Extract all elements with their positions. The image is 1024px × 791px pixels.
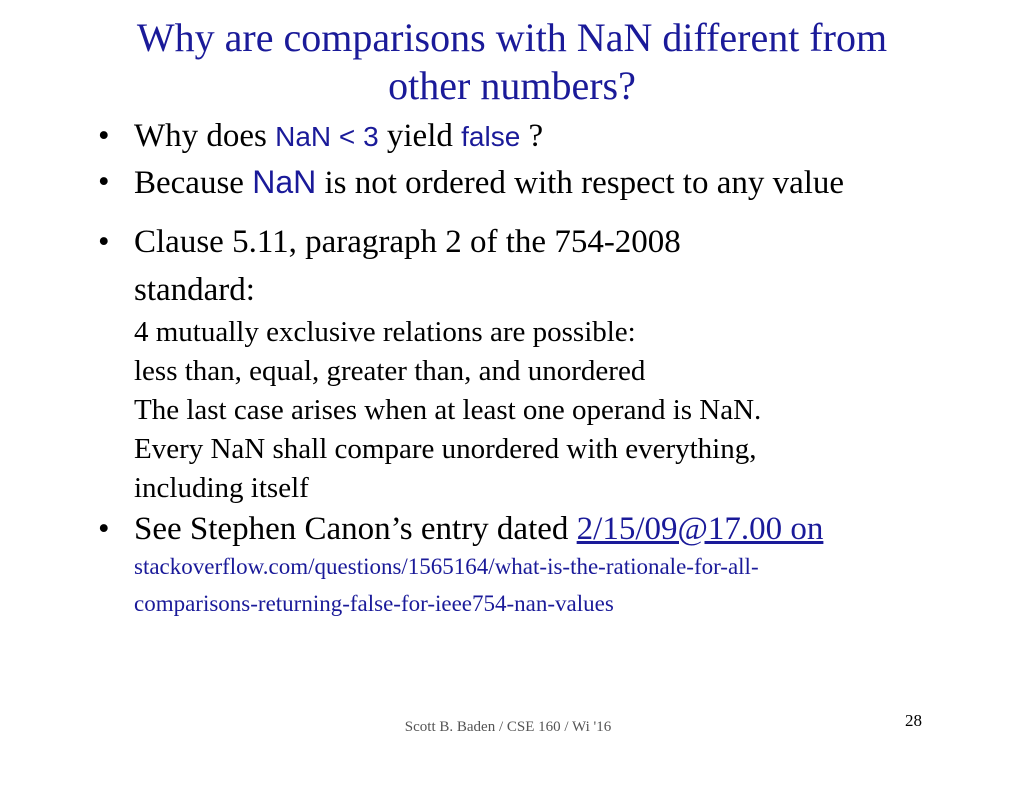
bullet-marker: • [98, 118, 110, 154]
code-nan: NaN [252, 164, 317, 200]
code-false: false [461, 121, 521, 152]
quote-line: 4 mutually exclusive relations are possible: [134, 316, 636, 348]
bullet-clause-5-11 [98, 218, 978, 314]
bullet-marker: • [98, 511, 110, 547]
bullet2-pre: Because [134, 165, 253, 201]
bullet2-post: is not ordered with respect to any value [316, 165, 845, 201]
quote-line: including itself [134, 472, 309, 504]
clause-line-1: Clause 5.11, paragraph 2 of the 754-2008 [134, 224, 681, 260]
standard-quote [98, 313, 978, 508]
bullet-nan-less-than-3 [98, 118, 978, 155]
bullet-see-canon [98, 511, 978, 548]
quote-line: The last case arises when at least one operand is NaN. [134, 394, 762, 426]
clause-line-2: standard: [134, 272, 255, 308]
bullet-marker: • [98, 164, 110, 200]
bullet1-mid: yield [378, 118, 462, 154]
bullet1-pre: Why does [134, 118, 276, 154]
page-number: 28 [905, 711, 922, 730]
stackoverflow-url-line-1[interactable]: stackoverflow.com/questions/1565164/what-is-the-rationale-for-all- [134, 554, 759, 579]
slide-title [60, 14, 964, 110]
stackoverflow-url-line-2[interactable]: comparisons-returning-false-for-ieee754-nan-values [134, 591, 614, 616]
entry-date-link[interactable]: 2/15/09@17.00 on [576, 511, 824, 547]
bullet-list [98, 118, 978, 622]
bullet4-pre: See Stephen Canon’s entry dated [134, 511, 577, 547]
bullet-because-nan [98, 164, 978, 202]
bullet-marker: • [98, 224, 110, 260]
quote-line: less than, equal, greater than, and unordered [134, 355, 646, 387]
slide-footer: Scott B. Baden / CSE 160 / Wi '16 [404, 719, 612, 735]
bullet1-post: ? [520, 118, 544, 154]
code-nan-lt-3: NaN < 3 [275, 121, 379, 152]
title-line-1: Why are comparisons with NaN different from [136, 15, 888, 60]
quote-line: Every NaN shall compare unordered with everything, [134, 433, 757, 465]
title-line-2: other numbers? [388, 63, 636, 108]
